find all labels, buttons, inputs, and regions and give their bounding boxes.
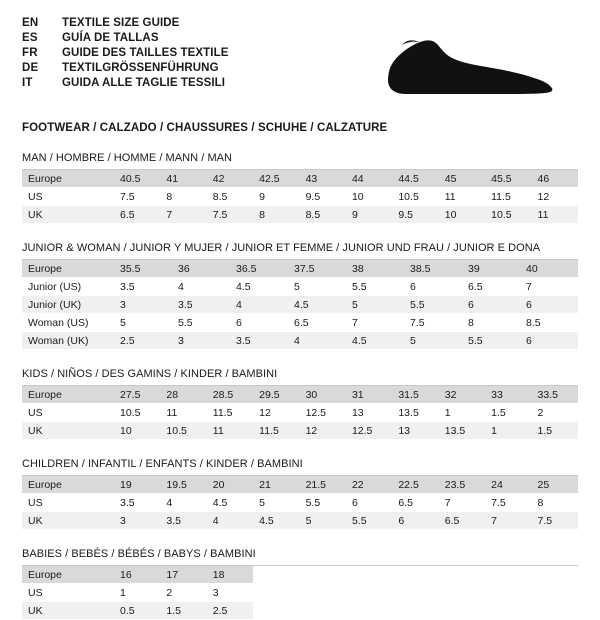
size-block-title: CHILDREN / INFANTIL / ENFANTS / KINDER / BAMBINI <box>22 458 578 476</box>
size-cell: 28 <box>160 386 206 404</box>
size-cell: 2.5 <box>114 332 172 350</box>
size-cell: 1 <box>114 584 160 602</box>
size-cell: 42.5 <box>253 170 299 188</box>
size-cell: 11.5 <box>253 422 299 440</box>
size-cell: 28.5 <box>207 386 253 404</box>
size-cell: 23.5 <box>439 476 485 494</box>
size-cell: 13.5 <box>392 404 438 422</box>
size-cell <box>485 602 531 620</box>
size-cell: 12.5 <box>346 422 392 440</box>
language-code: ES <box>22 32 38 44</box>
size-cell: 18 <box>207 566 253 584</box>
size-cell: 5 <box>114 314 172 332</box>
size-cell: 6.5 <box>462 278 520 296</box>
table-row <box>22 188 578 206</box>
size-cell: 7.5 <box>207 206 253 224</box>
size-cell: 5.5 <box>346 278 404 296</box>
size-table <box>22 386 578 440</box>
language-title: GUIDE DES TAILLES TEXTILE <box>62 47 229 59</box>
size-cell: 11 <box>439 188 485 206</box>
table-row <box>22 404 578 422</box>
language-row <box>22 48 229 63</box>
size-cell: 3 <box>172 332 230 350</box>
size-cell: 2 <box>160 584 206 602</box>
size-cell: 12 <box>532 188 578 206</box>
size-cell <box>392 602 438 620</box>
size-cell: 8 <box>253 206 299 224</box>
size-cell: 6.5 <box>392 494 438 512</box>
language-row <box>22 78 229 93</box>
size-cell: 10 <box>346 188 392 206</box>
size-cell: 1 <box>485 422 531 440</box>
size-cell: 6 <box>392 512 438 530</box>
language-titles <box>22 18 229 93</box>
size-cell: 45 <box>439 170 485 188</box>
row-label: Junior (UK) <box>22 296 114 314</box>
size-cell <box>392 584 438 602</box>
size-cell: 24 <box>485 476 531 494</box>
row-label: Europe <box>22 566 114 584</box>
size-cell: 38.5 <box>404 260 462 278</box>
size-block-title: JUNIOR & WOMAN / JUNIOR Y MUJER / JUNIOR ET FEMME / JUNIOR UND FRAU / JUNIOR E DONA <box>22 242 578 260</box>
size-cell: 22 <box>346 476 392 494</box>
size-cell: 4 <box>160 494 206 512</box>
size-cell: 4.5 <box>230 278 288 296</box>
size-cell: 10.5 <box>114 404 160 422</box>
size-cell: 6 <box>520 332 578 350</box>
size-cell: 8.5 <box>520 314 578 332</box>
size-cell: 13.5 <box>439 422 485 440</box>
size-cell: 5 <box>404 332 462 350</box>
size-cell: 5.5 <box>404 296 462 314</box>
size-cell: 13 <box>392 422 438 440</box>
size-cell: 36.5 <box>230 260 288 278</box>
language-code: FR <box>22 47 38 59</box>
size-cell: 42 <box>207 170 253 188</box>
size-cell: 4 <box>207 512 253 530</box>
size-cell: 12 <box>253 404 299 422</box>
row-label: Europe <box>22 260 114 278</box>
table-row <box>22 602 578 620</box>
language-row <box>22 33 229 48</box>
size-block-title: KIDS / NIÑOS / DES GAMINS / KINDER / BAMBINI <box>22 368 578 386</box>
language-code: EN <box>22 17 39 29</box>
size-cell: 11 <box>207 422 253 440</box>
size-cell: 4.5 <box>253 512 299 530</box>
size-cell: 10 <box>439 206 485 224</box>
size-cell: 6 <box>462 296 520 314</box>
size-cell: 5.5 <box>172 314 230 332</box>
table-row <box>22 332 578 350</box>
language-title: GUIDA ALLE TAGLIE TESSILI <box>62 77 226 89</box>
table-row <box>22 566 578 584</box>
size-cell: 11.5 <box>485 188 531 206</box>
size-cell: 4 <box>230 296 288 314</box>
size-cell <box>253 566 299 584</box>
size-block-title: BABIES / BEBÉS / BÉBÉS / BABYS / BAMBINI <box>22 548 578 566</box>
language-row <box>22 63 229 78</box>
size-cell <box>439 566 485 584</box>
size-cell: 10.5 <box>485 206 531 224</box>
size-block <box>22 152 578 224</box>
table-row <box>22 206 578 224</box>
size-cell: 1.5 <box>532 422 578 440</box>
size-blocks <box>22 152 578 620</box>
size-cell <box>439 584 485 602</box>
size-cell: 6 <box>520 296 578 314</box>
size-cell: 6.5 <box>439 512 485 530</box>
size-cell: 4.5 <box>207 494 253 512</box>
dress-shoe-icon <box>376 28 566 98</box>
size-cell: 7 <box>346 314 404 332</box>
size-cell <box>439 602 485 620</box>
row-label: Europe <box>22 170 114 188</box>
size-cell: 8 <box>462 314 520 332</box>
size-cell: 11 <box>532 206 578 224</box>
size-cell: 4 <box>172 278 230 296</box>
size-cell: 3 <box>207 584 253 602</box>
size-cell: 5.5 <box>346 512 392 530</box>
size-cell: 6 <box>230 314 288 332</box>
size-cell: 22.5 <box>392 476 438 494</box>
size-table <box>22 566 578 620</box>
size-cell: 10.5 <box>160 422 206 440</box>
size-cell: 7.5 <box>485 494 531 512</box>
size-cell: 11.5 <box>207 404 253 422</box>
size-cell: 1.5 <box>485 404 531 422</box>
size-cell: 8.5 <box>300 206 346 224</box>
table-row <box>22 584 578 602</box>
size-cell: 3 <box>114 296 172 314</box>
size-cell: 44.5 <box>392 170 438 188</box>
size-cell: 33 <box>485 386 531 404</box>
size-cell: 8.5 <box>207 188 253 206</box>
size-cell: 38 <box>346 260 404 278</box>
size-cell <box>532 566 578 584</box>
size-cell: 7.5 <box>114 188 160 206</box>
table-row <box>22 476 578 494</box>
size-cell: 12 <box>300 422 346 440</box>
size-cell: 46 <box>532 170 578 188</box>
size-cell: 5.5 <box>300 494 346 512</box>
size-cell: 7.5 <box>532 512 578 530</box>
size-cell: 5 <box>346 296 404 314</box>
size-cell <box>485 584 531 602</box>
language-code: DE <box>22 62 39 74</box>
size-cell <box>532 584 578 602</box>
table-row <box>22 296 578 314</box>
size-cell: 13 <box>346 404 392 422</box>
size-cell: 3.5 <box>160 512 206 530</box>
size-cell: 3.5 <box>114 278 172 296</box>
size-cell: 20 <box>207 476 253 494</box>
size-block <box>22 368 578 440</box>
size-cell: 40.5 <box>114 170 160 188</box>
row-label: US <box>22 494 114 512</box>
size-cell <box>346 602 392 620</box>
language-title: GUÍA DE TALLAS <box>62 32 159 44</box>
size-cell: 3.5 <box>172 296 230 314</box>
size-cell: 7 <box>160 206 206 224</box>
row-label: UK <box>22 206 114 224</box>
size-cell <box>253 602 299 620</box>
size-cell: 6.5 <box>114 206 160 224</box>
table-row <box>22 386 578 404</box>
size-cell: 4 <box>288 332 346 350</box>
size-cell: 44 <box>346 170 392 188</box>
size-cell: 37.5 <box>288 260 346 278</box>
size-cell: 33.5 <box>532 386 578 404</box>
size-cell: 7 <box>439 494 485 512</box>
size-cell <box>485 566 531 584</box>
row-label: US <box>22 404 114 422</box>
size-cell: 5 <box>300 512 346 530</box>
size-cell: 31.5 <box>392 386 438 404</box>
row-label: Woman (US) <box>22 314 114 332</box>
size-cell: 29.5 <box>253 386 299 404</box>
size-cell: 3 <box>114 512 160 530</box>
row-label: US <box>22 188 114 206</box>
size-cell: 6 <box>346 494 392 512</box>
size-cell: 19.5 <box>160 476 206 494</box>
size-cell: 10 <box>114 422 160 440</box>
size-cell: 1.5 <box>160 602 206 620</box>
size-cell <box>346 566 392 584</box>
size-cell: 25 <box>532 476 578 494</box>
size-cell: 12.5 <box>300 404 346 422</box>
size-cell: 9.5 <box>392 206 438 224</box>
size-cell: 21.5 <box>300 476 346 494</box>
language-code: IT <box>22 77 33 89</box>
size-cell: 7.5 <box>404 314 462 332</box>
size-cell: 4.5 <box>346 332 404 350</box>
size-cell <box>300 602 346 620</box>
size-cell: 35.5 <box>114 260 172 278</box>
size-cell: 3.5 <box>114 494 160 512</box>
language-title: TEXTILGRÖSSENFÜHRUNG <box>62 62 219 74</box>
size-cell: 5 <box>288 278 346 296</box>
table-row <box>22 170 578 188</box>
size-cell: 7 <box>485 512 531 530</box>
size-cell: 17 <box>160 566 206 584</box>
row-label: UK <box>22 602 114 620</box>
size-cell: 30 <box>300 386 346 404</box>
size-cell: 36 <box>172 260 230 278</box>
row-label: US <box>22 584 114 602</box>
size-cell: 27.5 <box>114 386 160 404</box>
size-cell: 9 <box>346 206 392 224</box>
size-cell: 7 <box>520 278 578 296</box>
size-table <box>22 170 578 224</box>
table-row <box>22 314 578 332</box>
size-cell: 5 <box>253 494 299 512</box>
size-cell: 6.5 <box>288 314 346 332</box>
table-row <box>22 260 578 278</box>
size-cell: 6 <box>404 278 462 296</box>
document-header <box>22 18 578 106</box>
language-title: TEXTILE SIZE GUIDE <box>62 17 180 29</box>
size-cell: 21 <box>253 476 299 494</box>
size-block <box>22 548 578 620</box>
size-cell: 8 <box>160 188 206 206</box>
size-cell: 19 <box>114 476 160 494</box>
size-cell: 4.5 <box>288 296 346 314</box>
size-cell: 1 <box>439 404 485 422</box>
size-cell: 3.5 <box>230 332 288 350</box>
size-cell: 5.5 <box>462 332 520 350</box>
size-cell: 45.5 <box>485 170 531 188</box>
row-label: Junior (US) <box>22 278 114 296</box>
size-cell <box>300 584 346 602</box>
size-cell: 31 <box>346 386 392 404</box>
size-cell: 8 <box>532 494 578 512</box>
size-cell <box>392 566 438 584</box>
size-cell: 41 <box>160 170 206 188</box>
row-label: Europe <box>22 476 114 494</box>
size-cell <box>346 584 392 602</box>
category-title: FOOTWEAR / CALZADO / CHAUSSURES / SCHUHE / CALZATURE <box>22 122 388 134</box>
table-row <box>22 512 578 530</box>
size-block-title: MAN / HOMBRE / HOMME / MANN / MAN <box>22 152 578 170</box>
size-cell: 43 <box>300 170 346 188</box>
size-cell: 40 <box>520 260 578 278</box>
size-cell: 9.5 <box>300 188 346 206</box>
language-row <box>22 18 229 33</box>
size-table <box>22 260 578 350</box>
size-block <box>22 458 578 530</box>
size-block <box>22 242 578 350</box>
size-cell <box>253 584 299 602</box>
size-cell: 11 <box>160 404 206 422</box>
row-label: Woman (UK) <box>22 332 114 350</box>
size-cell: 2.5 <box>207 602 253 620</box>
size-cell: 9 <box>253 188 299 206</box>
row-label: Europe <box>22 386 114 404</box>
size-cell: 32 <box>439 386 485 404</box>
size-cell: 16 <box>114 566 160 584</box>
size-cell: 2 <box>532 404 578 422</box>
table-row <box>22 494 578 512</box>
table-row <box>22 278 578 296</box>
size-cell: 10.5 <box>392 188 438 206</box>
size-cell <box>532 602 578 620</box>
size-table <box>22 476 578 530</box>
table-row <box>22 422 578 440</box>
size-cell: 39 <box>462 260 520 278</box>
row-label: UK <box>22 422 114 440</box>
size-cell: 0.5 <box>114 602 160 620</box>
row-label: UK <box>22 512 114 530</box>
size-cell <box>300 566 346 584</box>
